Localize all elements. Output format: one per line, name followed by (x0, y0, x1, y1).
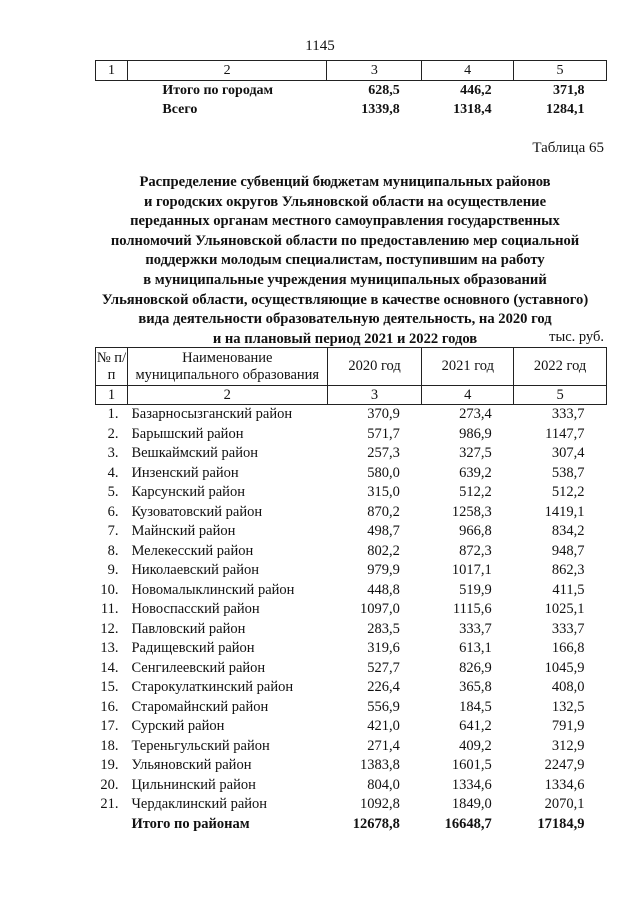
row-index: 9. (107, 562, 119, 579)
value-2020: 571,7 (367, 425, 400, 442)
value-2020: 556,9 (367, 698, 400, 715)
row-index: 6. (107, 503, 119, 520)
previous-table-continuation (95, 60, 607, 119)
row-index: 7. (107, 523, 119, 540)
page-number: 1145 (305, 38, 335, 54)
value-2022: 538,7 (551, 464, 585, 481)
title-line: и городских округов Ульяновской области на осуществление (143, 193, 547, 210)
header-2020: 2020 год (327, 348, 422, 386)
value-2020: 283,5 (367, 620, 400, 637)
column-number: 2 (127, 61, 327, 81)
district-name: Павловский район (131, 620, 246, 637)
header-name-line: Наименование (182, 349, 273, 366)
value-2022: 862,3 (551, 562, 585, 579)
value-2022: 132,5 (551, 698, 585, 715)
table-row (96, 678, 607, 698)
value-2022: 1025,1 (544, 601, 585, 618)
value-2021: 365,8 (459, 679, 492, 696)
column-number: 1 (96, 61, 128, 81)
value-2020: 1092,8 (360, 796, 400, 813)
value-2020: 1383,8 (360, 757, 400, 774)
value-2022: 1147,7 (545, 425, 585, 442)
title-line: и на плановый период 2021 и 2022 годов (212, 330, 478, 347)
column-number: 3 (327, 386, 422, 405)
value-2021: 409,2 (459, 737, 492, 754)
value-2020: 271,4 (367, 737, 400, 754)
table-row (96, 561, 607, 581)
value-2020: 421,0 (367, 718, 400, 735)
value-2021: 1318,4 (453, 101, 492, 117)
total-2022: 17184,9 (537, 815, 585, 832)
value-2020: 628,5 (368, 82, 400, 98)
table-row (96, 659, 607, 679)
row-index: 4. (107, 464, 119, 481)
value-2022: 411,5 (552, 581, 585, 598)
row-index: 1. (107, 406, 119, 423)
title-line: переданных органам местного самоуправления государственных (130, 213, 560, 230)
table-row (96, 483, 607, 503)
value-2020: 448,8 (367, 581, 400, 598)
value-2021: 327,5 (459, 445, 492, 462)
district-name: Новомалыклинский район (131, 581, 295, 598)
title-line: Распределение субвенций бюджетам муниципальных районов (139, 174, 551, 190)
value-2021: 273,4 (459, 406, 492, 423)
value-2020: 580,0 (367, 464, 400, 481)
total-2021: 16648,7 (444, 815, 492, 832)
value-2020: 804,0 (367, 776, 400, 793)
value-2022: 512,2 (551, 484, 585, 501)
district-name: Кузоватовский район (131, 503, 263, 520)
value-2021: 184,5 (459, 698, 492, 715)
value-2022: 1284,1 (546, 101, 585, 117)
value-2022: 791,9 (551, 718, 585, 735)
column-number: 5 (514, 61, 607, 81)
table-row (96, 717, 607, 737)
unit-label: тыс. руб. (549, 329, 604, 345)
row-index: 14. (100, 659, 119, 676)
district-name: Мелекесский район (131, 542, 254, 559)
value-2021: 1017,1 (451, 562, 492, 579)
column-number: 1 (96, 386, 128, 405)
value-2020: 370,9 (367, 406, 400, 423)
value-2022: 307,4 (551, 445, 585, 462)
districts-total-row (96, 815, 607, 835)
district-name: Инзенский район (131, 464, 239, 481)
column-number-row (96, 386, 607, 405)
value-2020: 315,0 (367, 484, 400, 501)
table-row (96, 620, 607, 640)
value-2022: 371,8 (553, 82, 585, 98)
value-2022: 948,7 (551, 542, 585, 559)
row-index: 5. (107, 484, 119, 501)
district-name: Тереньгульский район (131, 737, 270, 754)
title-line: в муниципальные учреждения муниципальных образований (143, 271, 547, 288)
table-row (96, 756, 607, 776)
row-index: 11. (100, 601, 119, 618)
value-2022: 1334,6 (544, 776, 585, 793)
value-2022: 834,2 (551, 523, 585, 540)
row-index: 16. (100, 698, 119, 715)
title-line: полномочий Ульяновской области по предоставлению мер социальной (110, 232, 580, 249)
district-name: Вешкаймский район (131, 445, 259, 462)
table-row (96, 639, 607, 659)
value-2021: 639,2 (459, 464, 492, 481)
table-row (96, 503, 607, 523)
table-row (96, 737, 607, 757)
district-name: Ульяновский район (131, 757, 252, 774)
row-index: 12. (100, 620, 119, 637)
column-number: 5 (514, 386, 607, 405)
row-index: 19. (100, 757, 119, 774)
row-name: Итого по городам (162, 82, 274, 98)
header-2021: 2021 год (422, 348, 514, 386)
district-name: Новоспасский район (131, 601, 260, 618)
district-name: Сенгилеевский район (131, 659, 266, 676)
table-row (96, 698, 607, 718)
table-row (96, 425, 607, 445)
cities-total-row (96, 81, 607, 101)
value-2021: 446,2 (460, 82, 492, 98)
value-2021: 333,7 (459, 620, 492, 637)
row-index: 15. (100, 679, 119, 696)
value-2020: 979,9 (367, 562, 400, 579)
district-name: Базарносызганский район (131, 406, 293, 423)
table-row (96, 776, 607, 796)
row-index: 10. (100, 581, 119, 598)
table-row (96, 795, 607, 815)
total-label: Итого по районам (131, 815, 250, 832)
title-line: Ульяновской области, осуществляющие в качестве основного (уставного) (101, 291, 589, 308)
column-number: 2 (127, 386, 327, 405)
district-name: Старокулаткинский район (131, 679, 294, 696)
value-2021: 826,9 (459, 659, 492, 676)
district-name: Сурский район (131, 718, 225, 735)
header-2022: 2022 год (514, 348, 607, 386)
row-index: 8. (107, 542, 119, 559)
value-2022: 333,7 (551, 620, 585, 637)
header-number: № п/п (96, 348, 128, 386)
table-row (96, 600, 607, 620)
value-2021: 1258,3 (451, 503, 492, 520)
column-number-row (96, 61, 607, 81)
value-2021: 1334,6 (451, 776, 492, 793)
value-2021: 1115,6 (452, 601, 492, 618)
value-2021: 1601,5 (451, 757, 492, 774)
row-index: 17. (100, 718, 119, 735)
total-2020: 12678,8 (352, 815, 400, 832)
district-name: Цильнинский район (131, 776, 256, 793)
district-name: Барышский район (131, 425, 244, 442)
title-line: вида деятельности образовательную деятельность, на 2020 год (138, 311, 552, 328)
value-2020: 226,4 (367, 679, 400, 696)
value-2020: 319,6 (367, 640, 400, 657)
value-2020: 257,3 (367, 445, 400, 462)
header-name-line: муниципального образования (135, 366, 320, 383)
value-2021: 872,3 (459, 542, 492, 559)
table-number: Таблица 65 (532, 140, 604, 156)
grand-total-row (96, 100, 607, 119)
value-2021: 966,8 (459, 523, 492, 540)
title-line: поддержки молодым специалистам, поступившим на работу (145, 252, 545, 269)
value-2022: 312,9 (551, 737, 585, 754)
table-row (96, 464, 607, 484)
value-2020: 1339,8 (361, 101, 400, 117)
table-header-row (96, 348, 607, 386)
table-row (96, 444, 607, 464)
column-number: 4 (422, 61, 514, 81)
value-2021: 512,2 (459, 484, 492, 501)
value-2021: 519,9 (459, 581, 492, 598)
value-2022: 1419,1 (544, 503, 585, 520)
table-row (96, 581, 607, 601)
value-2020: 527,7 (367, 659, 400, 676)
subventions-table (95, 347, 607, 834)
district-name: Майнский район (131, 523, 236, 540)
value-2020: 802,2 (367, 542, 400, 559)
value-2020: 870,2 (367, 503, 400, 520)
value-2022: 166,8 (551, 640, 585, 657)
column-number: 3 (327, 61, 422, 81)
district-name: Николаевский район (131, 562, 260, 579)
table-row (96, 542, 607, 562)
row-index: 21. (100, 796, 119, 813)
value-2022: 2070,1 (544, 796, 585, 813)
district-name: Карсунский район (131, 484, 245, 501)
value-2020: 1097,0 (360, 601, 400, 618)
row-name: Всего (162, 101, 198, 117)
district-name: Радищевский район (131, 640, 255, 657)
table-row (96, 405, 607, 425)
column-number: 4 (422, 386, 514, 405)
row-index: 3. (107, 445, 119, 462)
value-2022: 408,0 (551, 679, 585, 696)
row-index: 13. (100, 640, 119, 657)
row-index: 2. (107, 425, 119, 442)
value-2022: 2247,9 (544, 757, 585, 774)
header-name (127, 348, 327, 386)
value-2021: 986,9 (459, 425, 492, 442)
row-index: 18. (100, 737, 119, 754)
table-title (85, 173, 605, 349)
value-2020: 498,7 (367, 523, 400, 540)
row-index: 20. (100, 776, 119, 793)
value-2022: 333,7 (551, 406, 585, 423)
value-2021: 1849,0 (451, 796, 492, 813)
value-2022: 1045,9 (544, 659, 585, 676)
value-2021: 613,1 (459, 640, 492, 657)
district-name: Старомайнский район (131, 698, 269, 715)
total-empty-cell (96, 815, 128, 835)
district-name: Чердаклинский район (131, 796, 268, 813)
table-row (96, 522, 607, 542)
value-2021: 641,2 (459, 718, 492, 735)
